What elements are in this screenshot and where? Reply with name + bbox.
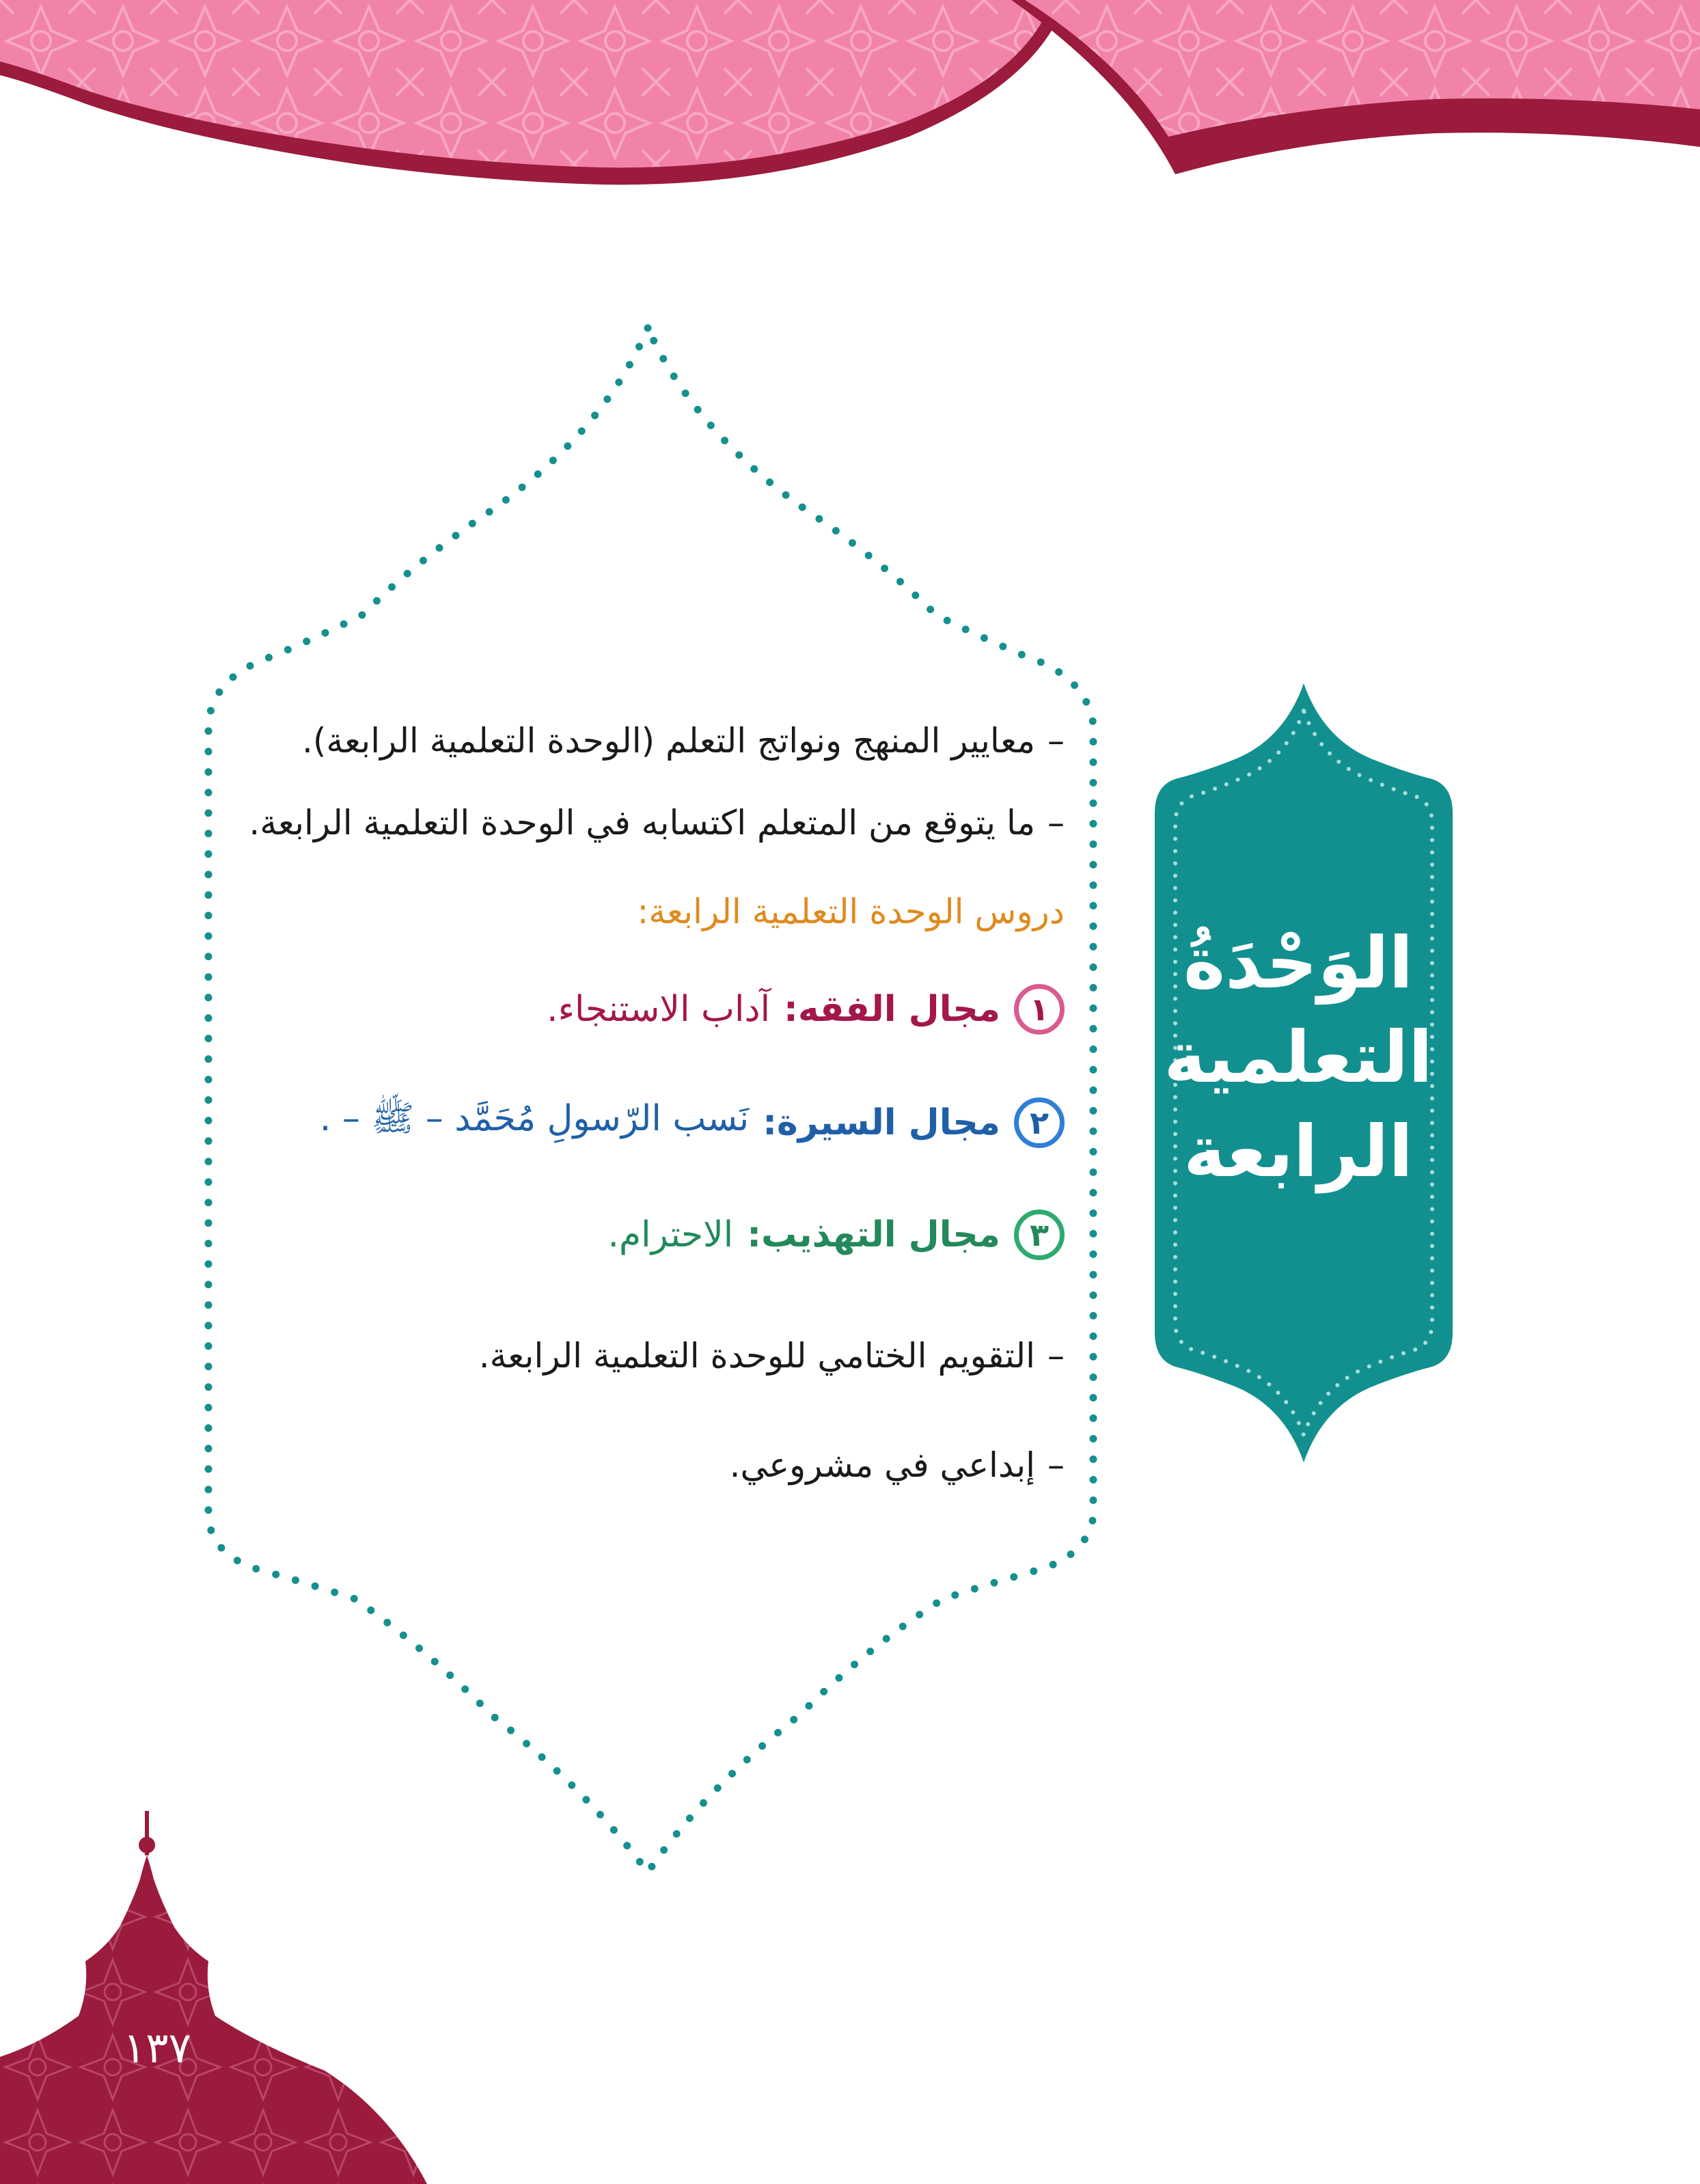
bullet-text: التقويم الختامي للوحدة التعلمية الرابعة. <box>478 1336 1035 1376</box>
lesson-number-badge: ١ <box>1014 984 1065 1035</box>
bullet-text: معايير المنهج ونواتج التعلم (الوحدة التعلمية الرابعة). <box>301 721 1035 761</box>
lesson-topic: الاحترام. <box>607 1214 734 1255</box>
lesson-topic: آداب الاستنجاء. <box>547 989 771 1030</box>
dash-mark: – <box>1047 1445 1065 1485</box>
lesson-number-badge: ٣ <box>1014 1210 1065 1260</box>
unit-title-line-2: التعلمية <box>1164 1015 1433 1099</box>
lessons-heading: دروس الوحدة التعلمية الرابعة: <box>637 892 1065 931</box>
lesson-field-label: مجال التهذيب: <box>747 1214 1000 1255</box>
dash-mark: – <box>1047 721 1065 761</box>
lesson-field-label: مجال السيرة: <box>763 1102 1000 1143</box>
unit-title-line-1: الوَحْدَةُ <box>1183 921 1414 1005</box>
lesson-number-badge: ٢ <box>1014 1097 1065 1148</box>
unit-title-line-3: الرابعة <box>1183 1110 1413 1193</box>
bullet-text: إبداعي في مشروعي. <box>729 1445 1035 1485</box>
page-number: ١٣٧ <box>123 2023 191 2073</box>
bullet-text: ما يتوقع من المتعلم اكتسابه في الوحدة التعلمية الرابعة. <box>249 803 1035 843</box>
lesson-topic: نَسب الرّسولِ مُحَمَّد – ﷺ – . <box>319 1098 750 1139</box>
dash-mark: – <box>1047 1336 1065 1376</box>
lesson-field-label: مجال الفقه: <box>784 989 1000 1030</box>
dash-mark: – <box>1047 803 1065 843</box>
